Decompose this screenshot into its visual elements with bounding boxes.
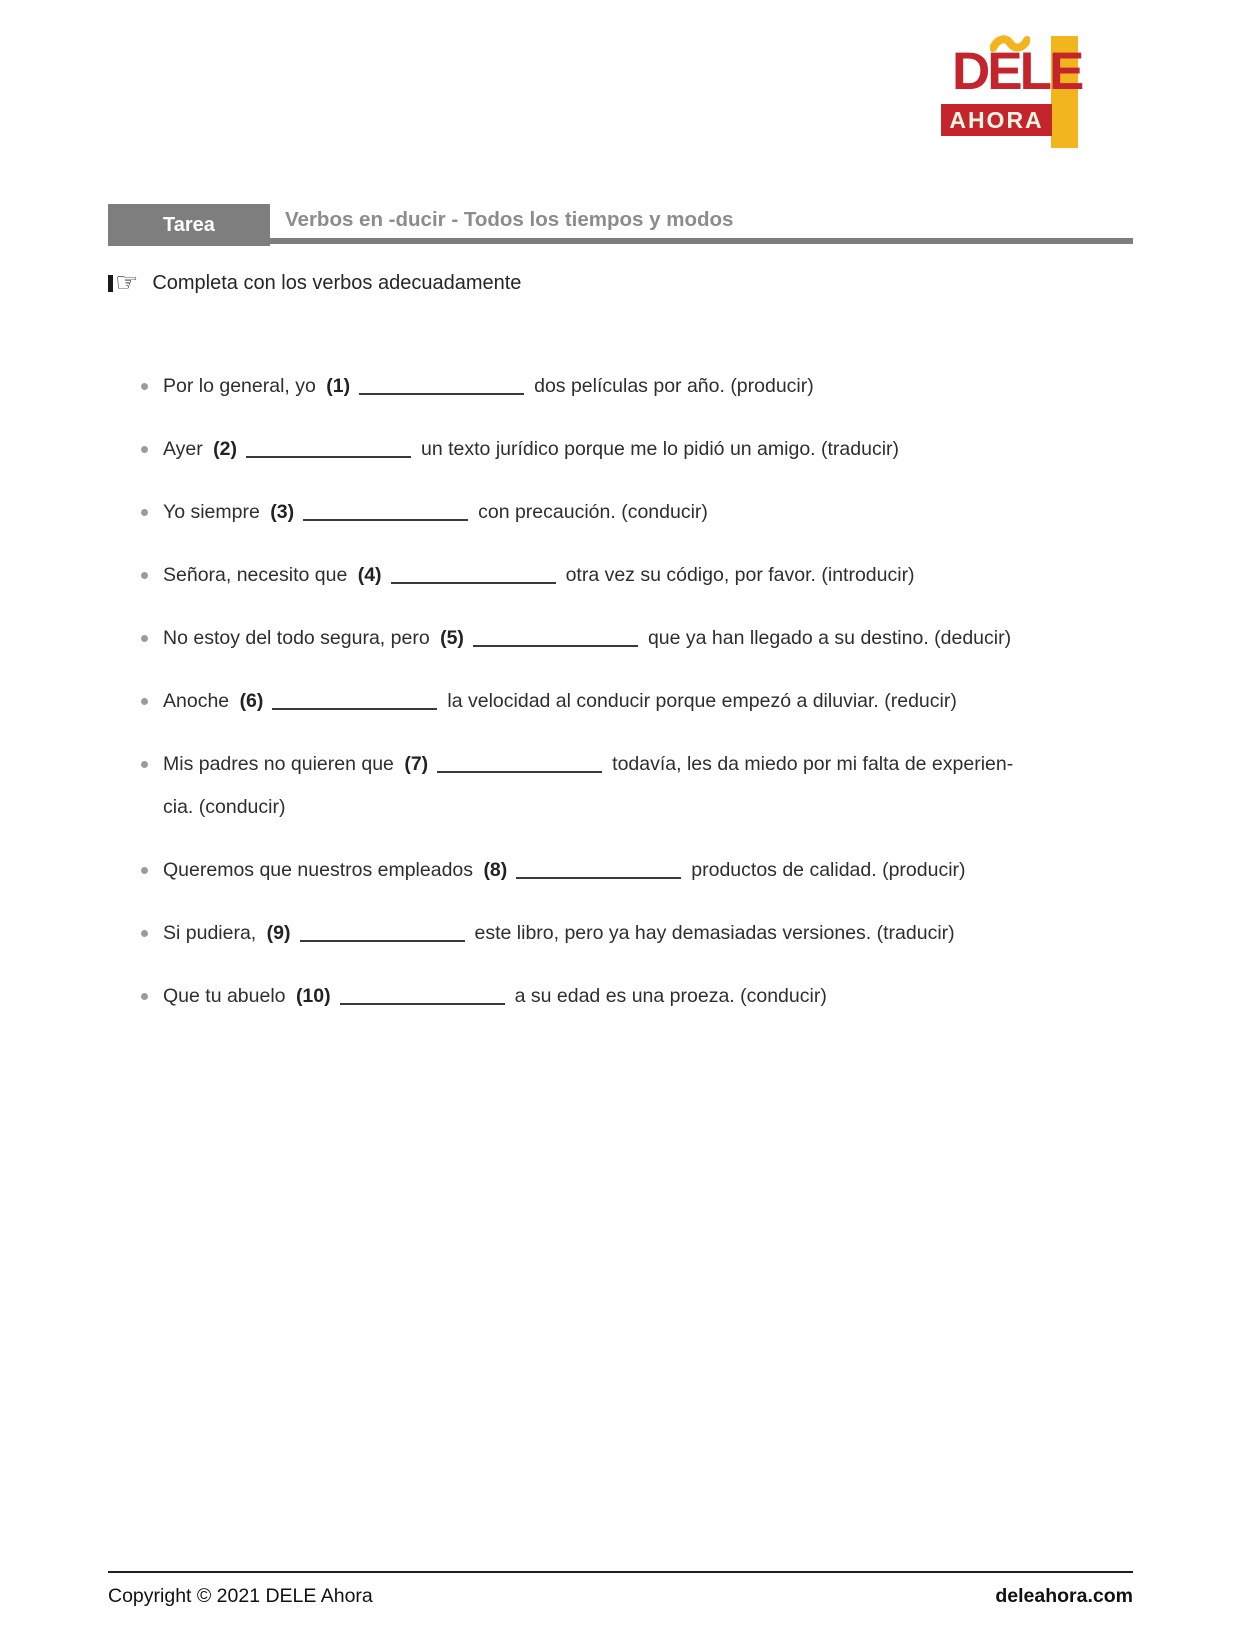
bullet-icon — [141, 635, 148, 642]
fill-in-blank — [272, 708, 437, 710]
task-tab-label: Tarea — [163, 213, 215, 236]
item-text-after: que ya han llegado a su destino. (deducir) — [647, 627, 1012, 649]
dele-ahora-logo — [941, 36, 1081, 150]
fill-in-blank — [300, 940, 465, 942]
item-text-before: Señora, necesito que — [163, 564, 353, 586]
item-number: (9) — [266, 922, 291, 944]
instruction-row — [108, 270, 521, 296]
exercise-item — [141, 750, 1126, 822]
item-text-before: Mis padres no quieren que — [163, 753, 400, 775]
item-text-after: dos películas por año. (producir) — [534, 375, 814, 397]
item-number: (6) — [239, 690, 264, 712]
item-text-after: todavía, les da miedo por mi falta de experien- — [612, 753, 1014, 775]
item-text-before: Que tu abuelo — [163, 985, 291, 1007]
bullet-icon — [141, 698, 148, 705]
exercise-item — [141, 561, 1126, 590]
bullet-icon — [141, 509, 148, 516]
fill-in-blank — [516, 877, 681, 879]
item-text-line2: cia. (conducir) — [163, 796, 286, 818]
item-text-after: con precaución. (conducir) — [478, 501, 708, 523]
exercise-item — [141, 435, 1126, 464]
fill-in-blank — [340, 1003, 505, 1005]
task-tab — [108, 204, 270, 246]
logo-band — [941, 104, 1052, 136]
bullet-icon — [141, 993, 148, 1000]
item-text-before: Ayer — [163, 438, 209, 460]
item-text-before: Por lo general, yo — [163, 375, 322, 397]
item-text-before: Yo siempre — [163, 501, 266, 523]
item-text-after: productos de calidad. (producir) — [691, 859, 966, 881]
item-number: (1) — [326, 375, 351, 397]
fill-in-blank — [391, 582, 556, 584]
tilde-icon — [990, 35, 1030, 53]
bullet-icon — [141, 930, 148, 937]
bullet-icon — [141, 761, 148, 768]
bullet-icon — [141, 572, 148, 579]
copyright-text: Copyright © 2021 DELE Ahora — [108, 1585, 373, 1607]
fill-in-blank — [359, 393, 524, 395]
logo-brand-text: DELE — [952, 42, 1082, 101]
exercise-item — [141, 919, 1126, 948]
exercise-item — [141, 856, 1126, 885]
item-text-before: Queremos que nuestros empleados — [163, 859, 479, 881]
item-number: (10) — [295, 985, 331, 1007]
exercise-item — [141, 982, 1126, 1011]
hand-cuff — [108, 275, 113, 292]
task-title: Verbos en -ducir - Todos los tiempos y modos — [285, 208, 734, 231]
bullet-icon — [141, 446, 148, 453]
bullet-icon — [141, 867, 148, 874]
item-number: (7) — [404, 753, 429, 775]
pointing-hand-icon: ☞ — [108, 270, 138, 296]
item-text-after: este libro, pero ya hay demasiadas versiones. (traducir) — [474, 922, 955, 944]
bullet-icon — [141, 383, 148, 390]
logo-band-text: AHORA — [949, 106, 1044, 133]
instruction-text: Completa con los verbos adecuadamente — [152, 271, 522, 294]
fill-in-blank — [246, 456, 411, 458]
item-number: (8) — [483, 859, 508, 881]
item-number: (4) — [357, 564, 382, 586]
fill-in-blank — [473, 645, 638, 647]
exercise-item — [141, 372, 1126, 401]
item-number: (2) — [213, 438, 238, 460]
item-text-after: un texto jurídico porque me lo pidió un amigo. (traducir) — [421, 438, 900, 460]
exercise-list — [141, 372, 1126, 1045]
footer-rule — [108, 1571, 1133, 1573]
website-link[interactable]: deleahora.com — [995, 1585, 1133, 1607]
item-text-after: la velocidad al conducir porque empezó a diluviar. (reducir) — [447, 690, 957, 712]
item-text-before: Si pudiera, — [163, 922, 262, 944]
exercise-item — [141, 624, 1126, 653]
item-text-before: No estoy del todo segura, pero — [163, 627, 436, 649]
item-text-after: a su edad es una proeza. (conducir) — [514, 985, 827, 1007]
item-number: (3) — [270, 501, 295, 523]
exercise-item — [141, 498, 1126, 527]
fill-in-blank — [437, 771, 602, 773]
item-text-after: otra vez su código, por favor. (introducir) — [565, 564, 915, 586]
item-number: (5) — [440, 627, 464, 649]
item-text-before: Anoche — [163, 690, 235, 712]
fill-in-blank — [303, 519, 468, 521]
exercise-item — [141, 687, 1126, 716]
